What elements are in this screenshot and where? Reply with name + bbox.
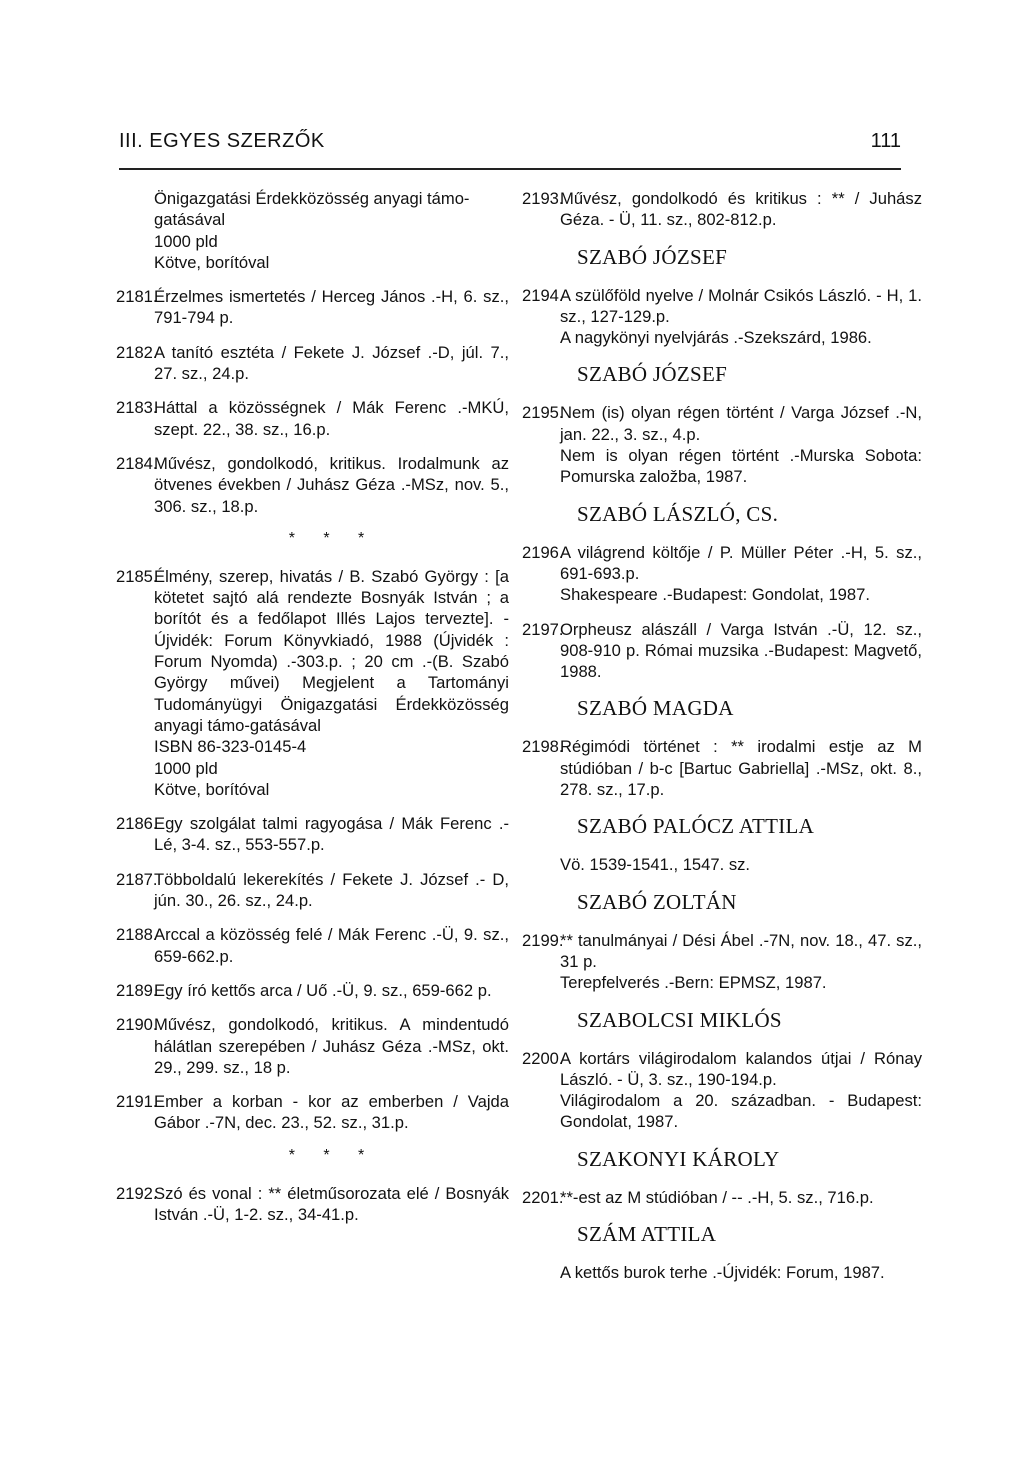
- entry-number: 2201.: [522, 1187, 564, 1207]
- entry-number: 2183.: [116, 398, 158, 418]
- entry-number: 2185.: [116, 566, 158, 586]
- entry-text: Egy szolgálat talmi ragyogása / Mák Ferenc .-Lé, 3-4. sz., 553-557.p.: [154, 814, 509, 855]
- entry-text: Művész, gondolkodó és kritikus : ** / Juhász Géza. - Ü, 11. sz., 802-812.p.: [560, 189, 922, 230]
- section-separator: * * *: [288, 1146, 377, 1164]
- bib-entry: [522, 402, 922, 487]
- entry-text: Szó és vonal : ** életműsorozata elé / Bosnyák István .-Ü, 1-2. sz., 34-41.p.: [154, 1183, 509, 1224]
- intro-line: Önigazgatási Érdekközösség anyagi támo-gatásával: [154, 189, 470, 230]
- entry-number: 2198.: [522, 737, 564, 757]
- entry-number: 2197.: [522, 619, 564, 639]
- bib-entry: [116, 1183, 509, 1226]
- entry-line: Kötve, borítóval: [154, 779, 270, 799]
- bib-entry: [522, 619, 922, 683]
- bib-entry: [522, 1187, 922, 1208]
- entry-number: 2189.: [116, 980, 158, 1000]
- bib-entry: [116, 1014, 509, 1078]
- book-note-text: A kettős burok terhe .-Újvidék: Forum, 1987.: [560, 1263, 885, 1283]
- bib-entry: [116, 453, 509, 517]
- book-note: [522, 1262, 922, 1283]
- entry-number: 2184.: [116, 453, 158, 473]
- entry-text: A kortárs világirodalom kalandos útjai / Rónay László. - Ü, 3. sz., 190-194.p.: [560, 1048, 922, 1089]
- entry-text: A világrend költője / P. Müller Péter .-H, 5. sz., 691-693.p.: [560, 542, 922, 583]
- author-heading: SZABÓ PALÓCZ ATTILA: [577, 814, 815, 839]
- bib-entry: [116, 813, 509, 856]
- entry-text: ** tanulmányai / Dési Ábel .-7N, nov. 18., 47. sz., 31 p.: [560, 930, 922, 971]
- entry-number: 2194.: [522, 285, 564, 305]
- author-heading: SZÁM ATTILA: [577, 1222, 717, 1247]
- intro-block: [116, 188, 509, 273]
- bib-entry: [522, 1048, 922, 1133]
- entry-text: Nem (is) olyan régen történt / Varga József .-N, jan. 22., 3. sz., 4.p.: [560, 403, 922, 444]
- entry-number: 2193.: [522, 189, 564, 208]
- entry-subtext: Világirodalom a 20. században. - Budapest: Gondolat, 1987.: [560, 1091, 922, 1132]
- cross-reference: [522, 854, 922, 875]
- bib-entry: [116, 566, 509, 800]
- entry-text: Művész, gondolkodó, kritikus. Irodalmunk az ötvenes években / Juhász Géza .-MSz, nov. 5., 306. sz., 18.p.: [154, 453, 509, 516]
- entry-subtext: A nagykönyi nyelvjárás .-Szekszárd, 1986.: [560, 328, 872, 348]
- entry-text: Régimódi történet : ** irodalmi estje az M stúdióban / b-c [Bartuc Gabriella] .-MSz, okt. 8., 278. sz., 17.p.: [560, 737, 922, 800]
- author-heading: SZABÓ JÓZSEF: [577, 362, 728, 387]
- author-heading: SZABÓ MAGDA: [577, 696, 734, 721]
- left-column: [116, 188, 509, 1238]
- entry-line: 1000 pld: [154, 758, 218, 778]
- entry-number: 2182.: [116, 342, 158, 362]
- author-heading: SZABÓ LÁSZLÓ, CS.: [577, 501, 779, 526]
- author-heading: SZAKONYI KÁROLY: [577, 1146, 780, 1171]
- entry-line: ISBN 86-323-0145-4: [154, 737, 307, 757]
- entry-subtext: Nem is olyan régen történt .-Murska Sobota: Pomurska založba, 1987.: [560, 446, 922, 487]
- running-head: III. EGYES SZERZŐK: [119, 130, 325, 152]
- entry-number: 2199.: [522, 930, 564, 950]
- bib-entry: [522, 542, 922, 606]
- bib-entry: [116, 980, 509, 1001]
- entry-number: 2187.: [116, 869, 158, 889]
- entry-number: 2186.: [116, 814, 158, 834]
- bib-entry: [522, 930, 922, 994]
- entry-text: Egy író kettős arca / Uő .-Ü, 9. sz., 659-662 p.: [154, 980, 492, 1000]
- entry-text: Arccal a közösség felé / Mák Ferenc .-Ü, 9. sz., 659-662.p.: [154, 925, 509, 966]
- entry-number: 2190.: [116, 1015, 158, 1035]
- bib-entry: [522, 188, 922, 231]
- entry-text: Többoldalú lekerekítés / Fekete J. József .- D, jún. 30., 26. sz., 24.p.: [154, 869, 509, 911]
- entry-subtext: Terepfelverés .-Bern: EPMSZ, 1987.: [560, 973, 827, 993]
- entry-subtext: Shakespeare .-Budapest: Gondolat, 1987.: [560, 585, 870, 605]
- bib-entry: [116, 397, 509, 440]
- intro-line: 1000 pld: [154, 231, 218, 251]
- entry-text: Élmény, szerep, hivatás / B. Szabó György : [a kötetet sajtó alá rendezte Bosnyák István ; a borítót és a fedőlapot Illés Lajos tervezte]. - Újvidék: Forum Könyvkiadó, 1988 (Újvidék : Forum Nyomda) .-303.p. ; 20 cm .-(B. Szabó György művei) Megjelent a Tartományi Tudományügyi Önigazgatási Érdekközösség anyagi támo-gatásával: [154, 566, 509, 735]
- entry-text: Érzelmes ismertetés / Herceg János .-H, 6. sz., 791-794 p.: [154, 287, 509, 328]
- entry-number: 2181.: [116, 287, 158, 307]
- bib-entry: [116, 342, 509, 385]
- bib-entry: [116, 286, 509, 329]
- entry-text: A tanító esztéta / Fekete J. József .-D, júl. 7., 27. sz., 24.p.: [154, 342, 509, 384]
- entry-number: 2192.: [116, 1183, 158, 1203]
- bib-entry: [522, 285, 922, 349]
- right-column: [522, 188, 922, 1296]
- entry-number: 2195.: [522, 403, 564, 423]
- intro-line: Kötve, borítóval: [154, 252, 270, 272]
- entry-number: 2196.: [522, 542, 564, 562]
- author-heading: SZABÓ JÓZSEF: [577, 244, 728, 269]
- page-number: 111: [870, 130, 901, 152]
- entry-number: 2200.: [522, 1048, 564, 1068]
- author-heading: SZABÓ ZOLTÁN: [577, 889, 737, 914]
- section-separator: * * *: [288, 529, 377, 547]
- entry-text: A szülőföld nyelve / Molnár Csikós László. - H, 1. sz., 127-129.p.: [560, 285, 922, 326]
- entry-text: Ember a korban - kor az emberben / Vajda Gábor .-7N, dec. 23., 52. sz., 31.p.: [154, 1092, 509, 1133]
- bib-entry: [116, 924, 509, 967]
- entry-text: Háttal a közösségnek / Mák Ferenc .-MKÚ, szept. 22., 38. sz., 16.p.: [154, 398, 509, 439]
- bib-entry: [522, 736, 922, 800]
- cross-reference-text: Vö. 1539-1541., 1547. sz.: [560, 855, 751, 875]
- entry-text: Orpheusz alászáll / Varga István .-Ü, 12. sz., 908-910 p. Római muzsika .-Budapest: Magvető, 1988.: [560, 619, 922, 682]
- entry-number: 2191.: [116, 1092, 158, 1112]
- entry-text: **-est az M stúdióban / -- .-H, 5. sz., 716.p.: [560, 1187, 874, 1207]
- bib-entry: [116, 869, 509, 912]
- page-header: [119, 128, 901, 170]
- entry-text: Művész, gondolkodó, kritikus. A mindentudó hálátlan szerepében / Juhász Géza .-MSz, okt. 29., 299. sz., 18 p.: [154, 1015, 509, 1077]
- author-heading: SZABOLCSI MIKLÓS: [577, 1007, 782, 1032]
- entry-number: 2188.: [116, 925, 158, 945]
- bib-entry: [116, 1091, 509, 1134]
